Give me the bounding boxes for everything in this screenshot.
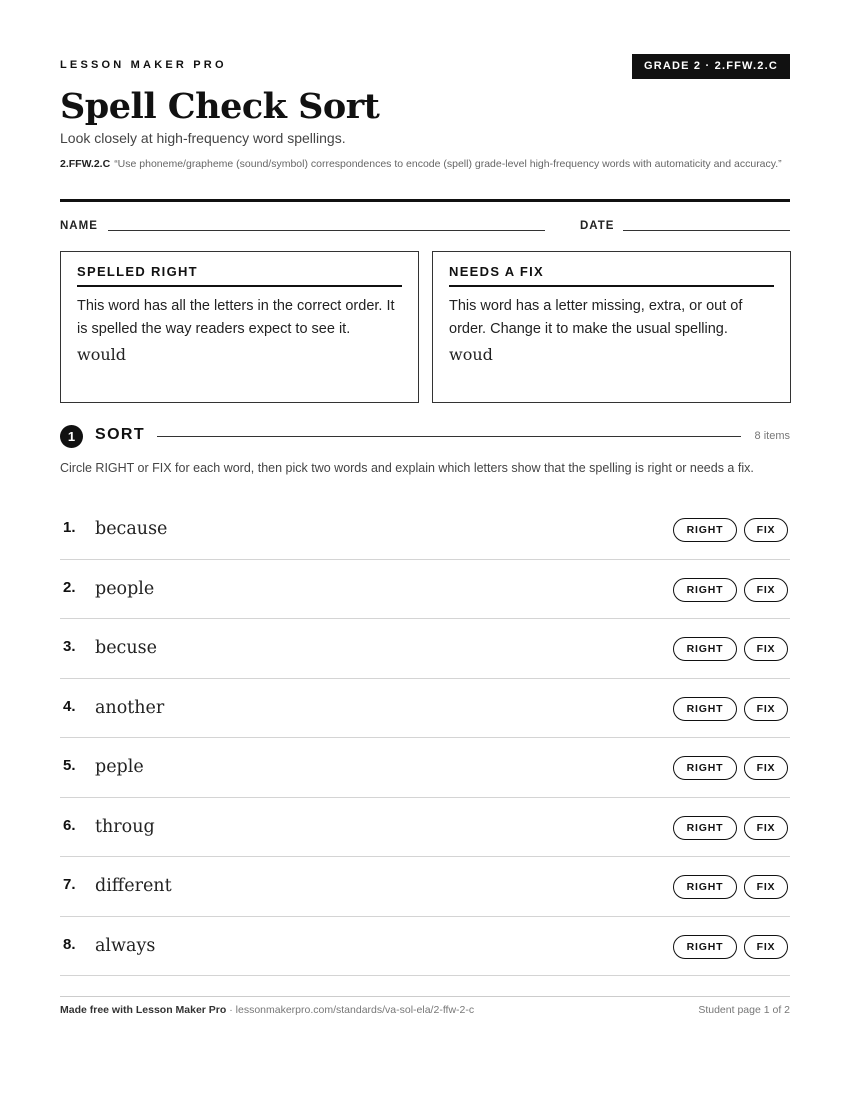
right-choice-button[interactable]: RIGHT	[673, 578, 737, 602]
card-heading: NEEDS A FIX	[449, 264, 774, 287]
section-number-badge: 1	[60, 425, 83, 448]
card-description: This word has a letter missing, extra, or out of order. Change it to make the usual spelling.	[449, 298, 743, 337]
list-item	[60, 619, 790, 679]
date-field[interactable]	[623, 230, 790, 231]
card-example-word: woud	[449, 345, 493, 364]
item-number: 8.	[63, 935, 76, 953]
footer-made-with: Made free with Lesson Maker Pro	[60, 1004, 227, 1016]
item-number: 5.	[63, 757, 76, 774]
card-spelled-right	[60, 251, 419, 403]
section-title: SORT	[95, 426, 146, 443]
item-number: 7.	[63, 876, 76, 893]
item-word: people	[95, 578, 155, 599]
item-number: 3.	[63, 638, 76, 655]
item-number: 2.	[63, 578, 76, 596]
fix-choice-button[interactable]: FIX	[744, 518, 788, 542]
right-choice-button[interactable]: RIGHT	[673, 637, 737, 661]
item-word: another	[95, 697, 165, 718]
grade-standard-badge: GRADE 2 · 2.FFW.2.C	[632, 54, 790, 79]
list-item	[60, 917, 790, 977]
name-field[interactable]	[108, 230, 545, 231]
right-choice-button[interactable]: RIGHT	[673, 875, 737, 899]
list-item	[60, 798, 790, 858]
item-number: 1.	[63, 519, 76, 536]
list-item	[60, 857, 790, 917]
list-item	[60, 738, 790, 798]
item-word: because	[95, 519, 168, 539]
page-title: Spell Check Sort	[60, 86, 380, 127]
item-word: different	[95, 876, 172, 896]
right-choice-button[interactable]: RIGHT	[673, 697, 737, 721]
right-choice-button[interactable]: RIGHT	[673, 816, 737, 840]
list-item	[60, 679, 790, 739]
card-description: This word has all the letters in the correct order. It is spelled the way readers expect to see it.	[77, 298, 395, 337]
fix-choice-button[interactable]: FIX	[744, 816, 788, 840]
worksheet-page	[60, 0, 790, 1100]
fix-choice-button[interactable]: FIX	[744, 578, 788, 602]
card-heading: SPELLED RIGHT	[77, 264, 402, 287]
section-instructions: Circle RIGHT or FIX for each word, then pick two words and explain which letters show that the spelling is right or needs a fix.	[60, 461, 754, 475]
fix-choice-button[interactable]: FIX	[744, 875, 788, 899]
item-number: 6.	[63, 816, 76, 834]
section-item-count: 8 items	[754, 430, 790, 442]
page-subtitle: Look closely at high-frequency word spellings.	[60, 130, 346, 146]
standard-description	[60, 156, 790, 172]
item-word: throug	[95, 816, 155, 837]
card-example-word: would	[77, 345, 126, 364]
date-label: DATE	[580, 220, 615, 232]
card-needs-a-fix	[432, 251, 791, 403]
item-word: becuse	[95, 638, 157, 658]
footer-divider	[60, 996, 790, 997]
sort-item-list	[60, 500, 790, 976]
section-divider	[157, 436, 741, 437]
name-label: NAME	[60, 220, 98, 232]
right-choice-button[interactable]: RIGHT	[673, 518, 737, 542]
list-item	[60, 500, 790, 560]
footer-page-number: Student page 1 of 2	[698, 1004, 790, 1016]
standard-text: “Use phoneme/grapheme (sound/symbol) correspondences to encode (spell) grade-level high-frequency words with automaticity and accuracy.”	[114, 158, 782, 170]
fix-choice-button[interactable]: FIX	[744, 935, 788, 959]
list-item	[60, 560, 790, 620]
item-number: 4.	[63, 697, 76, 715]
footer-credit	[60, 1004, 474, 1016]
right-choice-button[interactable]: RIGHT	[673, 756, 737, 780]
item-word: always	[95, 935, 156, 956]
standard-code: 2.FFW.2.C	[60, 158, 111, 170]
header-divider	[60, 199, 790, 202]
right-choice-button[interactable]: RIGHT	[673, 935, 737, 959]
brand-name: LESSON MAKER PRO	[60, 59, 227, 71]
footer-url: · lessonmakerpro.com/standards/va-sol-ela/2-ffw-2-c	[226, 1004, 475, 1016]
fix-choice-button[interactable]: FIX	[744, 637, 788, 661]
fix-choice-button[interactable]: FIX	[744, 697, 788, 721]
fix-choice-button[interactable]: FIX	[744, 756, 788, 780]
item-word: peple	[95, 757, 144, 777]
